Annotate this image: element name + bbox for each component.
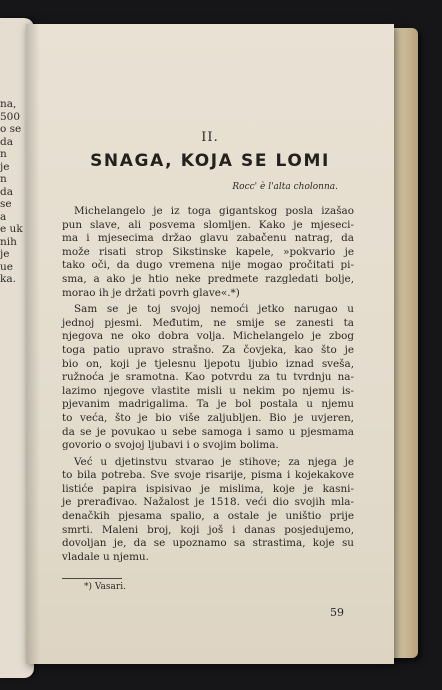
left-fragment: ue (0, 260, 13, 273)
text-line: vladale u njemu. (62, 550, 149, 563)
text-line: toga patio upravo strašno. Za čovjeka, kao što je (62, 343, 354, 356)
left-fragment: nih (0, 235, 17, 248)
text-line: tako oči, da dugo vremena nije mogao pročitati pi- (62, 259, 354, 272)
left-fragment: na, (0, 98, 17, 110)
text-line: Već u djetinstvu stvarao je stihove; za njega je (74, 455, 354, 468)
left-fragment: e uk (0, 223, 23, 235)
left-fragment: 500 (0, 110, 21, 123)
text-line: morao ih je držati povrh glave«.*) (62, 286, 240, 299)
text-line: lazimo njegove vlastite misli u nekim po njemu is- (62, 384, 354, 397)
text-line: Michelangelo je iz toga gigantskog posla izašao (74, 205, 354, 217)
left-fragment: a (0, 210, 7, 223)
text-line: pjevanim madrigalima. Ta je bol postala u njemu (62, 398, 354, 411)
body-text (62, 205, 354, 567)
chapter-number: II. (201, 130, 219, 145)
left-fragment: da (0, 185, 13, 198)
epigraph: Rocc' è l'alta cholonna. (232, 182, 338, 192)
text-line: Sam se je toj svojoj nemoći jetko narugao u (74, 303, 354, 316)
text-line: može risati strop Sikstinske kapele, »pokvario je (62, 245, 354, 258)
text-line: dovoljan je, da se upoznamo sa strastima, koje su (62, 537, 354, 550)
left-fragment: se (0, 198, 12, 210)
text-line: listiće papira ispisivao je mislima, koje je kasni- (62, 482, 354, 495)
text-line: to bila potreba. Sve svoje risarije, pisma i kojekakove (62, 469, 354, 482)
left-fragment: je (0, 160, 10, 173)
paragraph (62, 205, 354, 300)
left-fragment: da (0, 135, 13, 148)
text-line: je prerađivao. Nažalost je 1518. veći dio svojih mla- (62, 496, 354, 509)
text-line: ma i mjesecima držao glavu zabačenu natrag, da (62, 232, 354, 245)
text-line: sma, a ako je htio neke predmete razgledati bolje, (62, 272, 354, 285)
footnote: *) Vasari. (84, 582, 126, 592)
text-line: denačkih pjesama spalio, a ostale je uništio prije (62, 510, 354, 523)
text-line: pun slave, ali posvema slomljen. Kako je mjeseci- (62, 218, 354, 231)
left-fragment: ka. (0, 273, 16, 285)
text-line: to veća, što je bio više zaljubljen. Bio je uvjeren, (62, 411, 354, 424)
paragraph (62, 303, 354, 453)
left-fragment: o se (0, 123, 22, 135)
footnote-rule (62, 578, 122, 579)
text-line: ružnoća je sramotna. Kao potvrdu za tu tvrdnju na- (62, 371, 354, 384)
paragraph (62, 456, 354, 565)
text-line: bio on, koji je tjelesnu ljepotu ljubio iznad sveša, (62, 357, 354, 370)
book-page (26, 24, 394, 664)
left-fragment: n (0, 173, 7, 185)
text-line: jednoj pjesmi. Međutim, ne smije se zanesti ta (62, 316, 354, 329)
text-line: smrti. Maleni broj, koji još i danas posjedujemo, (62, 523, 354, 536)
left-fragment: je (0, 248, 10, 260)
text-line: govorio o svojoj ljubavi i o svojim bolima. (62, 439, 279, 452)
left-fragment: n (0, 148, 7, 160)
text-line: njegova ne oko dobra volja. Michelangelo je zbog (62, 330, 354, 343)
chapter-title: SNAGA, KOJA SE LOMI (90, 151, 330, 171)
text-line: da se je povukao u sebe samoga i samo u pjesmama (62, 425, 354, 438)
page-number: 59 (330, 606, 344, 619)
